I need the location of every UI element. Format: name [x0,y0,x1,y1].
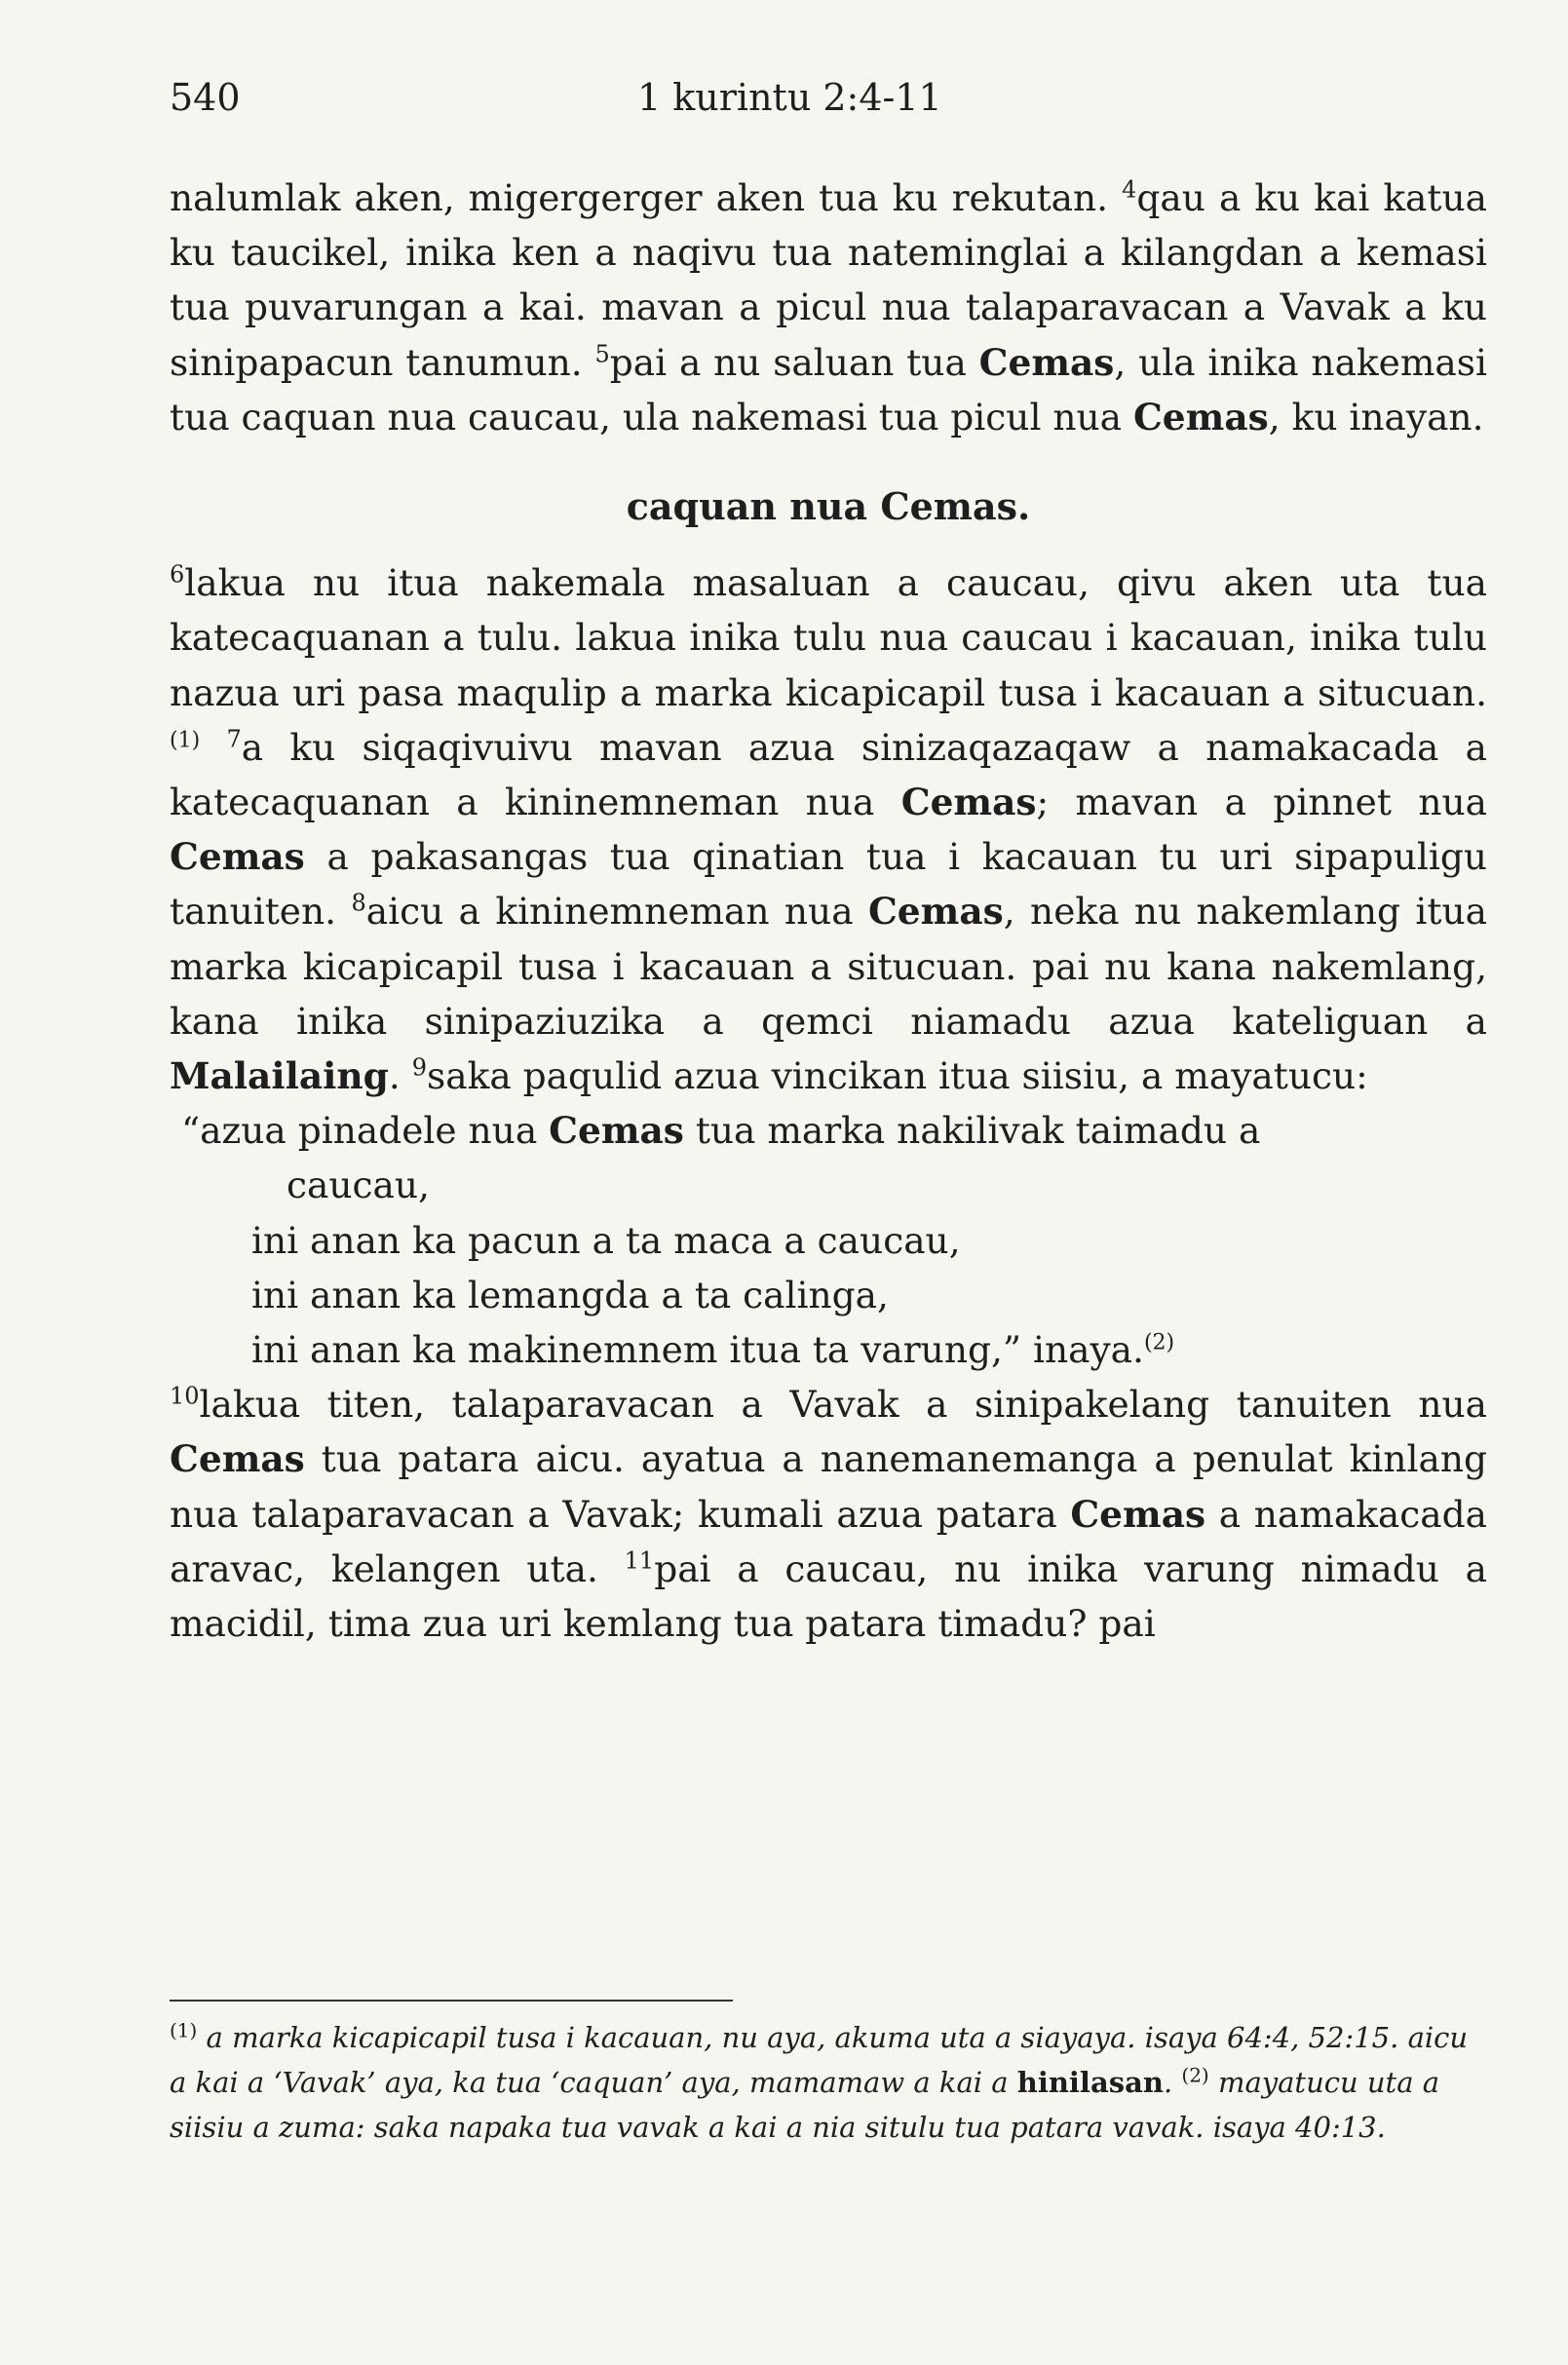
text: qau a ku kai katua ku taucikel, inika ken a naqivu tua nateminglai a kilangdan a kemasi tua puvarungan a kai. mavan a picul nua talaparavacan a Vavak a ku sinipapacun tanumun. [170,176,1487,384]
bold-term: Cemas [978,340,1115,384]
verse-number-9: 9 [411,1053,427,1082]
bold-term: hinilasan [1016,2066,1164,2099]
text: lakua nu itua nakemala masaluan a caucau, qivu aken uta tua katecaquanan a tulu. lakua inika tulu nua caucau i kacauan, inika tulu nazua uri pasa maqulip a marka kicapicapil tusa i kacauan a situcuan. [170,561,1487,714]
footnotes [170,2015,1487,2150]
paragraph-3 [170,1377,1487,1651]
text: a namakacada aravac, kelangen uta. [170,1492,1487,1590]
footnote-ref-2[interactable]: (2) [1143,1330,1175,1355]
bold-term: Malailaing [170,1054,389,1098]
bold-term: Cemas [1070,1492,1206,1536]
text: pai a nu saluan tua [609,340,979,384]
verse-number-8: 8 [351,889,366,917]
footnote-ref-1[interactable]: (1) [170,728,201,753]
text: “azua pinadele nua [181,1109,550,1153]
verse-number-11: 11 [624,1546,655,1575]
bold-term: Cemas [170,1437,305,1481]
footnote-marker-2: (2) [1181,2063,1209,2087]
section-heading: caquan nua Cemas. [626,484,1031,529]
text: , neka nu nakemlang itua marka kicapicapil tusa i kacauan a situcuan. pai nu kana nakemlang, kana inika sinipaziuzika a qemci niamadu azua kateliguan a [170,890,1487,1043]
text: ini anan ka makinemnem itua ta varung,” inaya. [251,1328,1144,1372]
poetry-line-3: ini anan ka lemangda a ta calinga, [251,1273,889,1316]
bold-term: Cemas [900,781,1037,824]
footnote-marker-1: (1) [170,2018,198,2042]
text: saka paqulid azua vincikan itua siisiu, a mayatucu: [427,1054,1368,1098]
verse-number-7: 7 [226,725,242,753]
text: tua marka nakilivak taimadu a [683,1109,1261,1153]
text: pai a caucau, nu inika varung nimadu a macidil, tima zua uri kemlang tua patara timadu? pai [170,1546,1487,1646]
text: aicu a kininemneman nua [365,890,868,934]
text: a pakasangas tua qinatian tua i kacauan tu uri sipapuligu tanuiten. [170,835,1487,934]
poetry-line-2: ini anan ka pacun a ta maca a caucau, [251,1218,961,1262]
text: lakua titen, talaparavacan a Vavak a sinipakelang tanuiten nua [199,1383,1487,1427]
bold-term: Cemas [170,835,305,879]
text: , ku inayan. [1268,395,1484,439]
paragraph-1 [170,171,1487,444]
poetry-line-1 [170,1103,1487,1158]
running-head: 1 kurintu 2:4-11 [637,76,942,119]
text: nalumlak aken, migergerger aken tua ku rekutan. [170,176,1123,219]
text: . [388,1054,412,1098]
text: . [1163,2066,1182,2099]
poetry-line-4 [170,1322,1487,1377]
verse-number-4: 4 [1122,175,1137,204]
verse-number-6: 6 [170,560,185,589]
text: ; mavan a pinnet nua [1036,781,1487,824]
bold-term: Cemas [867,890,1004,934]
poetry-quote [170,1103,1487,1377]
bold-term: Cemas [1132,395,1269,439]
footnote-2-text: mayatucu uta a siisiu a zuma: saka napaka tua vavak a kai a nia situlu tua patara vavak. isaya 40:13. [170,2066,1440,2144]
page-header [170,76,1432,134]
text: tua patara aicu. ayatua a nanemanemanga a penulat kinlang nua talaparavacan a Vavak; kumali azua patara [170,1437,1487,1536]
text: , ula inika nakemasi tua caquan nua caucau, ula nakemasi tua picul nua [170,340,1488,439]
paragraph-2 [170,555,1487,1103]
footnote-divider [170,2000,733,2002]
page-number: 540 [170,76,241,119]
text: a ku siqaqivuivu mavan azua sinizaqazaqaw a namakacada a katecaquanan a kininemneman nua [170,725,1488,824]
body-text [170,171,1487,1651]
footnote-1-text: a marka kicapicapil tusa i kacauan, nu aya, akuma uta a siayaya. isaya 64:4, 52:15. aicu a kai a ‘Vavak’ aya, ka tua ‘caquan’ aya, mamamaw a kai a [170,2021,1469,2099]
bold-term: Cemas [549,1109,684,1153]
verse-number-5: 5 [594,340,610,368]
poetry-line-1-cont: caucau, [287,1163,430,1207]
verse-number-10: 10 [170,1382,200,1410]
